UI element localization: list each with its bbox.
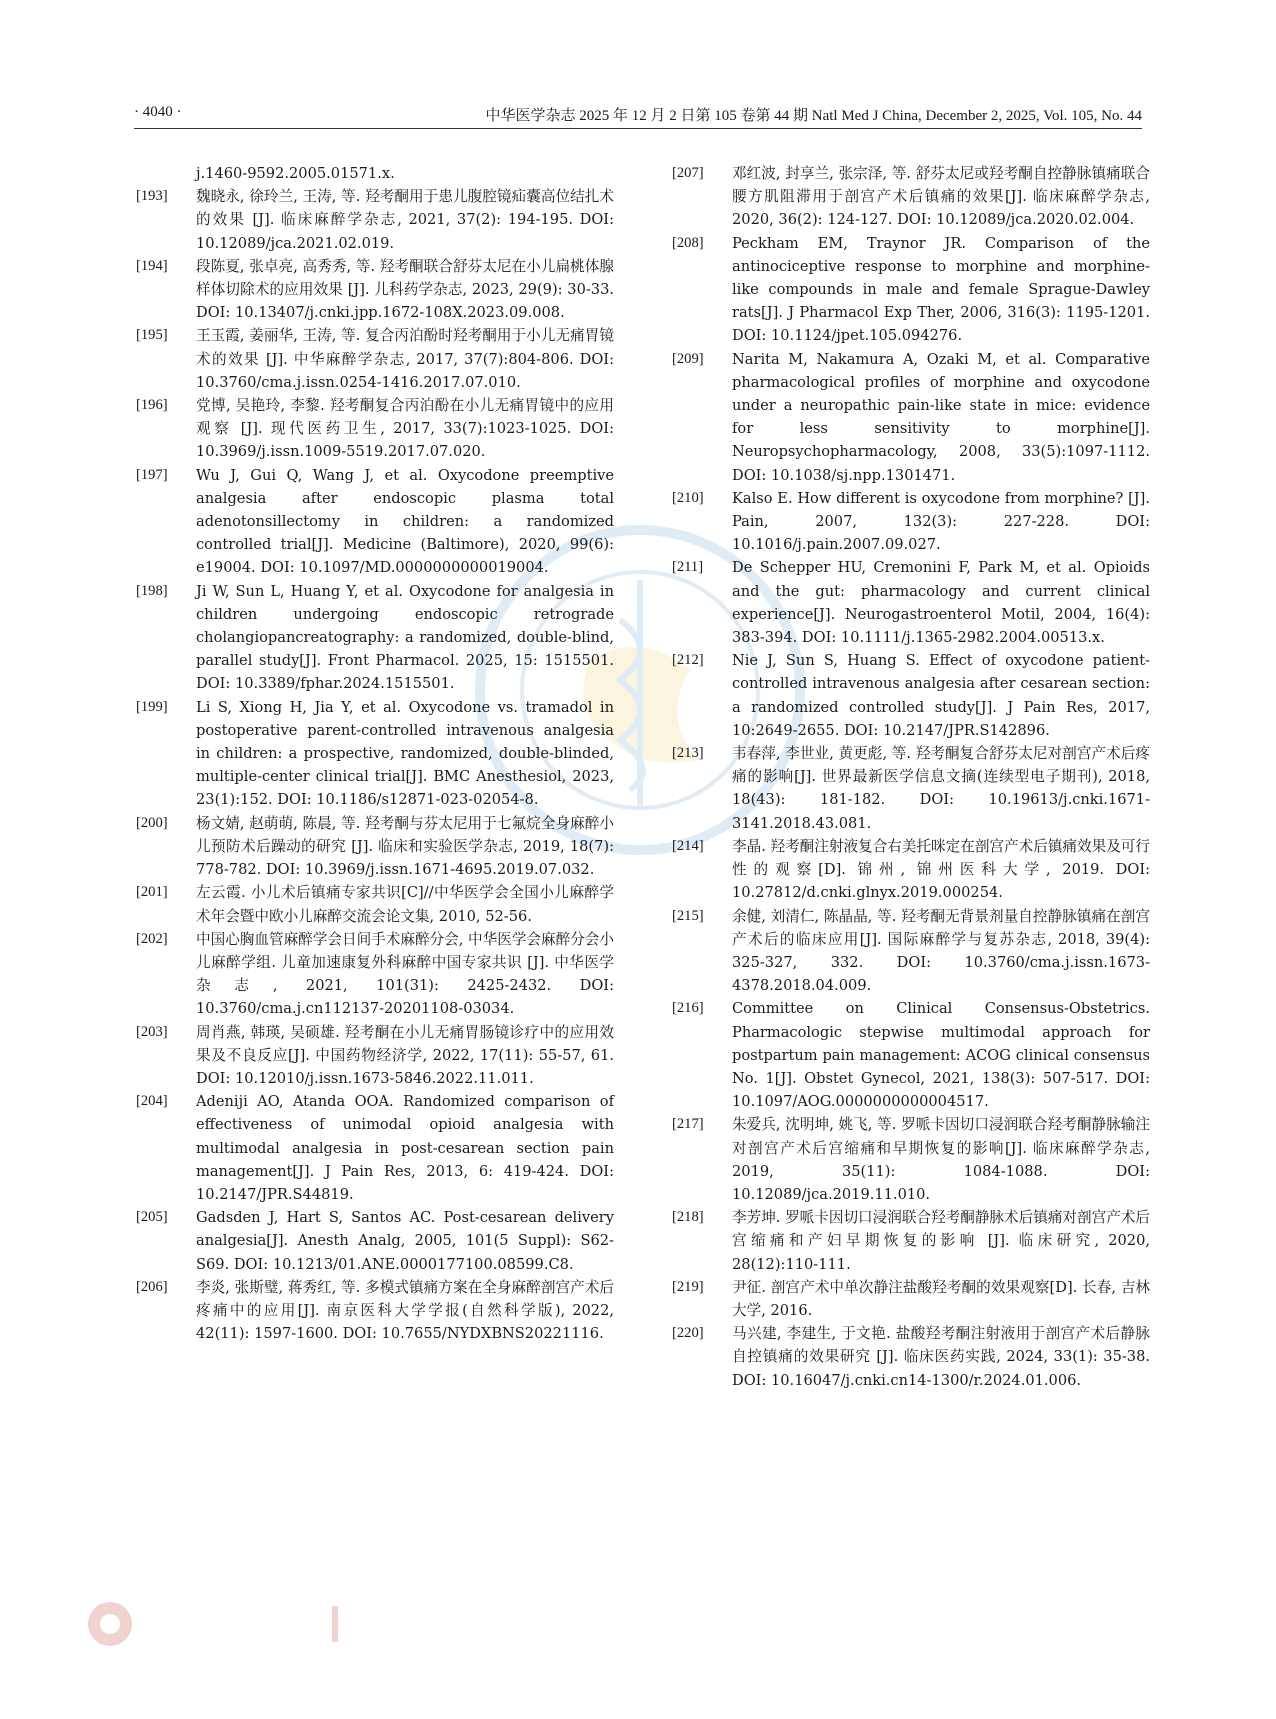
reference-number: [195] (136, 327, 168, 344)
reference-text: 李晶. 羟考酮注射液复合右美托咪定在剖宫产术后镇痛效果及可行性的观察[D]. 锦州, 锦州医科大学, 2019. DOI: 10.27812/d.cnki.glnyx.2019.000254. (732, 837, 1150, 902)
reference-entry (672, 742, 1150, 835)
reference-number: [201] (136, 884, 168, 901)
reference-entry (672, 232, 1150, 348)
publisher-watermark-icon (84, 1596, 604, 1652)
reference-number: [199] (136, 698, 168, 715)
reference-number: [193] (136, 188, 168, 205)
reference-number: [212] (672, 652, 704, 669)
reference-entry (136, 464, 614, 580)
reference-number: [215] (672, 907, 704, 924)
reference-text: Peckham EM, Traynor JR. Comparison of the antinociceptive response to morphine and morphine-like compounds in male and female Sprague-Dawley rats[J]. J Pharmacol Exp Ther, 2006, 316(3): 1195-1201. DOI: 10.1124/jpet.105.094276. (732, 234, 1150, 345)
reference-text: Narita M, Nakamura A, Ozaki M, et al. Comparative pharmacological profiles of morphine and oxycodone under a neuropathic pain-like state in mice: evidence for less sensitivity to morphine[J]. Neuropsychopharmacology, 2008, 33(5):1097-1112. DOI: 10.1038/sj.npp.1301471. (732, 350, 1150, 484)
reference-number: [218] (672, 1209, 704, 1226)
reference-number: [196] (136, 397, 168, 414)
reference-entry (136, 324, 614, 394)
header-rule (134, 128, 1142, 129)
reference-text: Wu J, Gui Q, Wang J, et al. Oxycodone preemptive analgesia after endoscopic plasma total adenotonsillectomy in children: a randomized controlled trial[J]. Medicine (Baltimore), 2020, 99(6): e19004. DOI: 10.1097/MD.0000000000019004. (196, 466, 614, 577)
reference-text: De Schepper HU, Cremonini F, Park M, et al. Opioids and the gut: pharmacology and current clinical experience[J]. Neurogastroenterol Motil, 2004, 16(4): 383-394. DOI: 10.1111/j.1365-2982.2004.00513.x. (732, 559, 1150, 647)
reference-entry (672, 162, 1150, 232)
reference-number: [210] (672, 489, 704, 506)
reference-number: [200] (136, 814, 168, 831)
reference-text: 朱爱兵, 沈明坤, 姚飞, 等. 罗哌卡因切口浸润联合羟考酮静脉输注对剖宫产术后宫缩痛和早期恢复的影响[J]. 临床麻醉学杂志, 2019, 35(11): 1084-1088. DOI: 10.12089/jca.2019.11.010. (732, 1116, 1150, 1203)
reference-column-right (672, 162, 1150, 1392)
reference-entry (136, 580, 614, 696)
reference-entry (136, 812, 614, 882)
reference-entry (136, 1206, 614, 1276)
reference-text: Nie J, Sun S, Huang S. Effect of oxycodone patient-controlled intravenous analgesia after cesarean section: a randomized controlled study[J]. J Pain Res, 2017, 10:2649-2655. DOI: 10.2147/JPR.S142896. (732, 652, 1150, 739)
reference-number: [198] (136, 582, 168, 599)
reference-entry (672, 1206, 1150, 1276)
reference-text: 段陈夏, 张卓亮, 高秀秀, 等. 羟考酮联合舒芬太尼在小儿扁桃体腺样体切除术的应用效果 [J]. 儿科药学杂志, 2023, 29(9): 30-33. DOI: 10.13407/j.cnki.jpp.1672-108X.2023.09.008. (196, 257, 614, 322)
reference-entry (136, 255, 614, 325)
reference-number: [207] (672, 165, 704, 181)
reference-text: 杨文婧, 赵萌萌, 陈晨, 等. 羟考酮与芬太尼用于七氟烷全身麻醉小儿预防术后躁动的研究 [J]. 临床和实验医学杂志, 2019, 18(7): 778-782. DOI: 10.3969/j.issn.1671-4695.2019.07.032. (196, 814, 614, 879)
reference-entry (136, 1276, 614, 1346)
reference-entry (136, 696, 614, 812)
reference-number: [220] (672, 1325, 704, 1342)
page-number: · 4040 · (134, 104, 182, 120)
reference-number: [194] (136, 257, 168, 274)
reference-text: 马兴建, 李建生, 于文艳. 盐酸羟考酮注射液用于剖宫产术后静脉自控镇痛的效果研究 [J]. 临床医药实践, 2024, 33(1): 35-38. DOI: 10.16047/j.cnki.cn14-1300/r.2024.01.006. (732, 1325, 1150, 1389)
reference-text: 韦春萍, 李世业, 黄更彪, 等. 羟考酮复合舒芬太尼对剖宫产术后疼痛的影响[J]. 世界最新医学信息文摘(连续型电子期刊), 2018, 18(43): 181-182. DOI: 10.19613/j.cnki.1671-3141.2018.43.081. (732, 745, 1150, 832)
reference-entry (136, 1021, 614, 1091)
reference-text: Kalso E. How different is oxycodone from morphine? [J]. Pain, 2007, 132(3): 227-228. DOI: 10.1016/j.pain.2007.09.027. (732, 489, 1150, 554)
reference-text: 王玉霞, 姜丽华, 王涛, 等. 复合丙泊酚时羟考酮用于小儿无痛胃镜术的效果 [J]. 中华麻醉学杂志, 2017, 37(7):804-806. DOI: 10.3760/cma.j.issn.0254-1416.2017.07.010. (196, 327, 614, 391)
reference-continuation: j.1460-9592.2005.01571.x. (196, 165, 395, 182)
reference-entry (672, 905, 1150, 998)
reference-entry (136, 185, 614, 255)
reference-number: [209] (672, 350, 704, 367)
reference-number: [213] (672, 745, 704, 762)
reference-entry (136, 881, 614, 927)
reference-number: [219] (672, 1278, 704, 1295)
reference-text: Committee on Clinical Consensus-Obstetrics. Pharmacologic stepwise multimodal approach for postpartum pain management: ACOG clinical consensus No. 1[J]. Obstet Gynecol, 2021, 138(3): 507-517. DOI: 10.1097/AOG.0000000000004517. (732, 1000, 1150, 1111)
reference-number: [208] (672, 234, 704, 251)
reference-number: [197] (136, 466, 168, 483)
reference-text: 中国心胸血管麻醉学会日间手术麻醉分会, 中华医学会麻醉分会小儿麻醉学组. 儿童加速康复外科麻醉中国专家共识 [J]. 中华医学杂志, 2021, 101(31): 2425-2432. DOI: 10.3760/cma.j.cn112137-20201108-03034. (196, 930, 614, 1018)
reference-number: [204] (136, 1093, 168, 1110)
reference-number: [205] (136, 1209, 168, 1226)
reference-number: [216] (672, 1000, 704, 1017)
reference-text: 周肖燕, 韩瑛, 吴硕雄. 羟考酮在小儿无痛胃肠镜诊疗中的应用效果及不良反应[J]. 中国药物经济学, 2022, 17(11): 55-57, 61. DOI: 10.12010/j.issn.1673-5846.2022.11.011. (196, 1023, 614, 1087)
reference-text: 魏晓永, 徐玲兰, 王涛, 等. 羟考酮用于患儿腹腔镜疝囊高位结扎术的效果 [J]. 临床麻醉学杂志, 2021, 37(2): 194-195. DOI: 10.12089/jca.2021.02.019. (196, 188, 614, 252)
reference-entry (136, 394, 614, 464)
reference-text: 左云霞. 小儿术后镇痛专家共识[C]//中华医学会全国小儿麻醉学术年会暨中欧小儿麻醉交流会论文集, 2010, 52-56. (196, 884, 614, 925)
reference-text: 尹征. 剖宫产术中单次静注盐酸羟考酮的效果观察[D]. 长春, 吉林大学, 2016. (732, 1278, 1150, 1319)
reference-text: Gadsden J, Hart S, Santos AC. Post-cesarean delivery analgesia[J]. Anesth Analg, 2005, 101(5 Suppl): S62-S69. DOI: 10.1213/01.ANE.0000177100.08599.C8. (196, 1209, 614, 1273)
reference-entry (672, 1113, 1150, 1206)
reference-entry (672, 556, 1150, 649)
reference-text: Adeniji AO, Atanda OOA. Randomized comparison of effectiveness of unimodal opioid analgesia with multimodal analgesia in post-cesarean section pain management[J]. J Pain Res, 2013, 6: 419-424. DOI: 10.2147/JPR.S44819. (196, 1093, 614, 1203)
reference-entry (672, 1322, 1150, 1392)
reference-entry (672, 835, 1150, 905)
reference-number: [202] (136, 930, 168, 947)
reference-text: Ji W, Sun L, Huang Y, et al. Oxycodone for analgesia in children undergoing endoscopic retrograde cholangiopancreatography: a randomized, double-blind, parallel study[J]. Front Pharmacol. 2025, 15: 1515501. DOI: 10.3389/fphar.2024.1515501. (196, 582, 614, 693)
reference-entry (672, 348, 1150, 487)
reference-entry (672, 1276, 1150, 1322)
reference-entry (672, 997, 1150, 1113)
reference-entry (672, 487, 1150, 557)
reference-number: [214] (672, 837, 704, 854)
reference-number: [203] (136, 1023, 168, 1040)
reference-text: 李芳坤. 罗哌卡因切口浸润联合羟考酮静脉术后镇痛对剖宫产术后宫缩痛和产妇早期恢复的影响 [J]. 临床研究, 2020, 28(12):110-111. (732, 1209, 1150, 1273)
reference-text: 邓红波, 封享兰, 张宗泽, 等. 舒芬太尼或羟考酮自控静脉镇痛联合腰方肌阻滞用于剖宫产术后镇痛的效果[J]. 临床麻醉学杂志, 2020, 36(2): 124-127. DOI: 10.12089/jca.2020.02.004. (732, 165, 1150, 229)
reference-text: 余健, 刘清仁, 陈晶晶, 等. 羟考酮无背景剂量自控静脉镇痛在剖宫产术后的临床应用[J]. 国际麻醉学与复苏杂志, 2018, 39(4): 325-327, 332. DOI: 10.3760/cma.j.issn.1673-4378.2018.04.009. (732, 907, 1150, 995)
reference-number: [217] (672, 1116, 704, 1133)
reference-entry (136, 928, 614, 1021)
reference-number: [206] (136, 1278, 168, 1295)
journal-citation: 中华医学杂志 2025 年 12 月 2 日第 105 卷第 44 期 Natl Med J China, December 2, 2025, Vol. 105, No. 44 (485, 108, 1142, 124)
reference-entry (672, 649, 1150, 742)
reference-text: 李炎, 张斯璧, 蒋秀红, 等. 多模式镇痛方案在全身麻醉剖宫产术后疼痛中的应用[J]. 南京医科大学学报(自然科学版), 2022, 42(11): 1597-1600. DOI: 10.7655/NYDXBNS20221116. (196, 1278, 614, 1343)
reference-text: 党博, 吴艳玲, 李黎. 羟考酮复合丙泊酚在小儿无痛胃镜中的应用观察 [J]. 现代医药卫生, 2017, 33(7):1023-1025. DOI: 10.3969/j.issn.1009-5519.2017.07.020. (196, 397, 614, 461)
reference-text: Li S, Xiong H, Jia Y, et al. Oxycodone vs. tramadol in postoperative parent-controlled intravenous analgesia in children: a prospective, randomized, double-blinded, multiple-center clinical trial[J]. BMC Anesthesiol, 2023, 23(1):152. DOI: 10.1186/s12871-023-02054-8. (196, 698, 614, 809)
reference-column-left (136, 162, 614, 1345)
page-header (134, 104, 1142, 126)
reference-entry (136, 1090, 614, 1206)
reference-number: [211] (672, 559, 704, 576)
